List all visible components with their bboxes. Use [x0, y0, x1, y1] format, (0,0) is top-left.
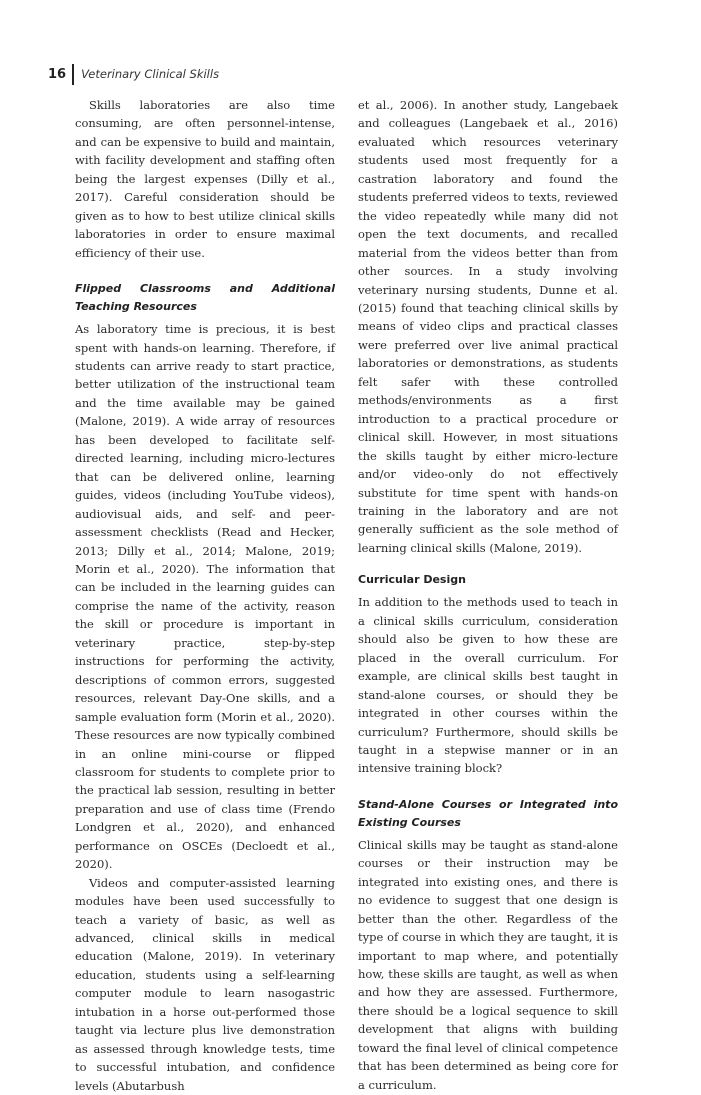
paragraph: As laboratory time is precious, it is best spent with hands-on learning. Therefore, if students can arrive ready to start practice, better utilization of the instructional team and the time available may be gained (Malone, 2019). A wide array of resources has been developed to facilitate self-directed learning, including micro-lectures that can be delivered online, learning guides, videos (including YouTube videos), audiovisual aids, and self- and peer-assessment checklists (Read and Hecker, 2013; Dilly et al., 2014; Malone, 2019; Morin et al., 2020). The information that can be included in the learning guides can comprise the name of the activity, reason the skill or procedure is important in veterinary practice, step-by-step instructions for performing the activity, descriptions of common errors, suggested resources, relevant Day-One skills, and a sample evaluation form (Morin et al., 2020). These resources are now typically combined in an online mini-course or flipped classroom for students to complete prior to the practical lab session, resulting in better preparation and use of class time (Frendo Londgren et al., 2020), and enhanced performance on OSCEs (Decloedt et al., 2020).	[75, 322, 335, 872]
paragraph: Videos and computer-assisted learning modules have been used successfully to teach a variety of basic, as well as advanced, clinical skills in medical education (Malone, 2019). In veterinary education, students using a self-learning computer module to learn nasogastric intubation in a horse out-performed those taught via lecture plus live demonstration as assessed through knowledge tests, time to successful intubation, and confidence levels (Abutarbush	[75, 875, 335, 1093]
running-title: Veterinary Clinical Skills	[81, 67, 220, 81]
paragraph: et al., 2006). In another study, Langebaek and colleagues (Langebaek et al., 2016) evaluated which resources veterinary students used most frequently for a castration laboratory and found the students preferred videos to texts, reviewed the video repeatedly while many did not open the text documents, and recalled material from the videos better than from other sources. In a study involving veterinary nursing students, Dunne et al. (2015) found that teaching clinical skills by means of video clips and practical classes were preferred over live animal practical laboratories or demonstrations, as students felt safer with these controlled methods/environments as a first introduction to a practical procedure or clinical skill. However, in most situations the skills taught by either micro-lecture and/or video-only do not effectively substitute for time spent with hands-on training in the laboratory and are not generally sufficient as the sole method of learning clinical skills (Malone, 2019).	[358, 98, 618, 555]
section-heading: Flipped Classrooms and Additional Teaching Resources	[75, 282, 335, 314]
paragraph: In addition to the methods used to teach in a clinical skills curriculum, consideration should also be given to how these are placed in the overall curriculum. For example, are clinical skills best taught in stand-alone courses, or should they be integrated in other courses within the curriculum? Furthermore, should skills be taught in a stepwise manner or in an intensive training block?	[358, 595, 618, 776]
paragraph: Skills laboratories are also time consuming, are often personnel-intense, and can be expensive to build and maintain, with facility development and staffing often being the largest expenses (Dilly et al., 2017). Careful consideration should be given as to how to best utilize clinical skills laboratories in order to ensure maximal efficiency of their use.	[75, 98, 335, 260]
right-column	[358, 96, 618, 1094]
header-rule	[72, 64, 74, 85]
section-heading: Curricular Design	[358, 573, 466, 587]
left-column	[75, 96, 335, 1095]
running-head	[48, 63, 219, 85]
spacer	[358, 557, 618, 571]
section-heading: Stand-Alone Courses or Integrated into Existing Courses	[358, 797, 618, 829]
spacer	[358, 778, 618, 796]
page-number: 16	[48, 66, 67, 82]
spacer	[75, 262, 335, 280]
paragraph: Clinical skills may be taught as stand-alone courses or their instruction may be integrated into existing ones, and there is no evidence to suggest that one design is better than the other. Regardless of the type of course in which they are taught, it is important to map where, and potentially how, these skills are taught, as well as when and how they are assessed. Furthermore, there should be a logical sequence to skill development that aligns with building toward the final level of clinical competence that has been determined as being core for a curriculum.	[358, 837, 618, 1092]
